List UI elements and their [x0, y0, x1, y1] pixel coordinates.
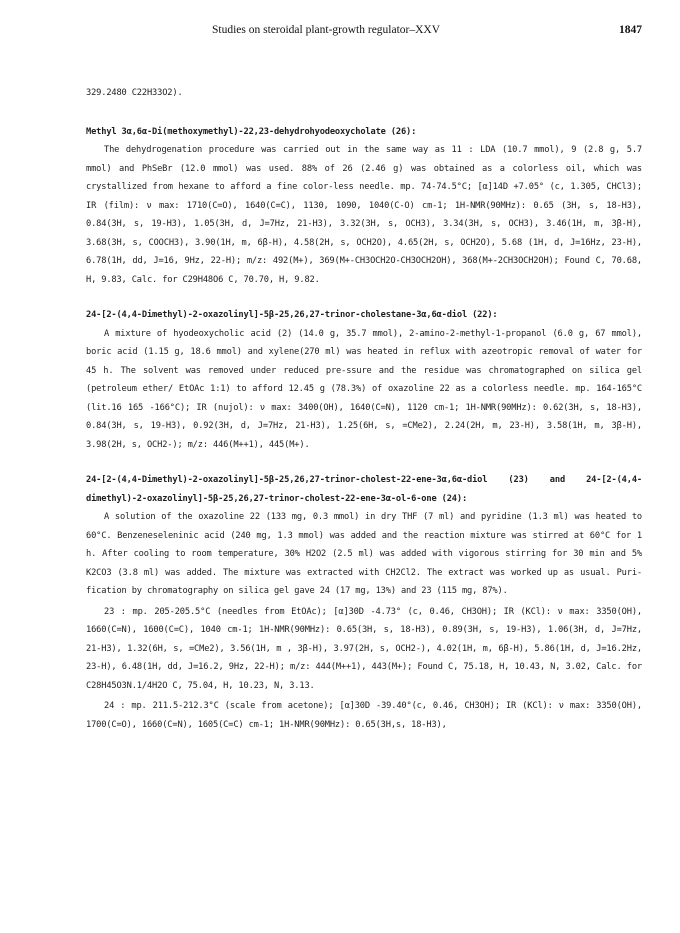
running-header	[86, 24, 642, 40]
compound-heading: 24-[2-(4,4-Dimethyl)-2-oxazolinyl]-5β-25,26,27-trinor-cholest-22-ene-3α,6α-diol (23) and 24-[2-(4,4-dimethyl)-2-oxazolinyl]-5β-25,26,27-trinor-cholest-22-ene-3α-ol-6-one (24):	[86, 475, 642, 504]
characterization-paragraph: 24 : mp. 211.5-212.3°C (scale from acetone); [α]30D -39.40°(c, 0.46, CH3OH); IR (KCl): ν max: 3350(OH), 1700(C=O), 1660(C=N), 1605(C=C) cm-1; 1H-NMR(90MHz): 0.65(3H,s, 18-H3),	[86, 701, 642, 730]
text-paragraph: A solution of the oxazoline 22 (133 mg, 0.3 mmol) in dry THF (7 ml) and pyridine (1.3 ml) was heated to 60°C. Benzeneseleninic acid (240 mg, 1.3 mmol) was added and the reaction mixture was stirred at 60°C for 1 h. After cooling to room temperature, 30% H2O2 (2.5 ml) was added with vigorous stirring for 30 min and 5% K2CO3 (3.8 ml) was added. The mixture was extracted with CH2Cl2. The extract was worked up as usual. Puri-fication by chromatography on silica gel gave 24 (17 mg, 13%) and 23 (115 mg, 87%).	[86, 512, 642, 596]
page-number: 1847	[619, 24, 642, 36]
text-paragraph: A mixture of hyodeoxycholic acid (2) (14.0 g, 35.7 mmol), 2-amino-2-methyl-1-propanol (6.0 g, 67 mmol), boric acid (1.15 g, 18.6 mmol) and xylene(270 ml) was heated in reflux with azeotropic removal of water for 45 h. The solvent was removed under reduced pre-ssure and the residue was chromatographed on silica gel (petroleum ether/ EtOAc 1:1) to afford 12.45 g (78.3%) of oxazoline 22 as a colorless needle. mp. 164-165°C (lit.16 165 -166°C); IR (nujol): ν max: 3400(OH), 1640(C=N), 1120 cm-1; 1H-NMR(90MHz): 0.62(3H, s, 18-H3), 0.84(3H, s, 19-H3), 0.92(3H, d, J=7Hz, 21-H3), 1.25(6H, s, =CMe2), 2.24(2H, m, 23-H), 3.58(1H, m, 3β-H), 3.98(2H, s, OCH2-); m/z: 446(M++1), 445(M+).	[86, 328, 642, 450]
compound-heading: 24-[2-(4,4-Dimethyl)-2-oxazolinyl]-5β-25,26,27-trinor-cholestane-3α,6α-diol (22):	[86, 310, 498, 320]
characterization-paragraph: 23 : mp. 205-205.5°C (needles from EtOAc); [α]30D -4.73° (c, 0.46, CH3OH); IR (KCl): ν max: 3350(OH), 1660(C=N), 1600(C=C), 1040 cm-1; 1H-NMR(90MHz): 0.65(3H, s, 18-H3), 0.89(3H, s, 19-H3), 1.06(3H, d, J=7Hz, 21-H3), 1.32(6H, s, =CMe2), 3.56(1H, m , 3β-H), 3.97(2H, s, OCH2-), 4.02(1H, m, 6β-H), 5.86(1H, d, J=16.2Hz, 23-H), 6.48(1H, dd, J=16.2, 9Hz, 22-H); m/z: 444(M++1), 443(M+); Found C, 75.18, H, 10.43, N, 3.02, Calc. for C28H45O3N.1/4H2O C, 75.04, H, 10.23, N, 3.13.	[86, 606, 642, 691]
text-paragraph: The dehydrogenation procedure was carried out in the same way as 11 : LDA (10.7 mmol), 9 (2.8 g, 5.7 mmol) and PhSeBr (12.0 mmol) was used. 88% of 26 (2.46 g) was obtained as a colorless oil, which was crystallized from hexane to afford a fine color-less needle. mp. 74-74.5°C; [α]14D +7.05° (c, 1.305, CHCl3); IR (film): ν max: 1710(C=O), 1640(C=C), 1130, 1090, 1040(C-O) cm-1; 1H-NMR(90MHz): 0.65 (3H, s, 18-H3), 0.84(3H, s, 19-H3), 1.05(3H, d, J=7Hz, 21-H3), 3.32(3H, s, OCH3), 3.34(3H, s, OCH3), 3.46(1H, m, 3β-H), 3.68(3H, s, COOCH3), 3.90(1H, m, 6β-H), 4.58(2H, s, OCH2O), 4.65(2H, s, OCH2O), 5.68 (1H, d, J=16Hz, 23-H), 6.78(1H, dd, J=16, 9Hz, 22-H); m/z: 492(M+), 369(M+-CH3OCH2O-CH3OCH2OH), 368(M+-2CH3OCH2OH); Found C, 70.68, H, 9.83, Calc. for C29H48O6 C, 70.70, H, 9.82.	[86, 145, 642, 285]
article-body	[86, 84, 642, 734]
compound-heading: Methyl 3α,6α-Di(methoxymethyl)-22,23-dehydrohyodeoxycholate (26):	[86, 126, 417, 137]
text-paragraph: 329.2480 C22H33O2).	[86, 88, 183, 98]
running-title: Studies on steroidal plant-growth regulator–XXV	[212, 24, 441, 36]
